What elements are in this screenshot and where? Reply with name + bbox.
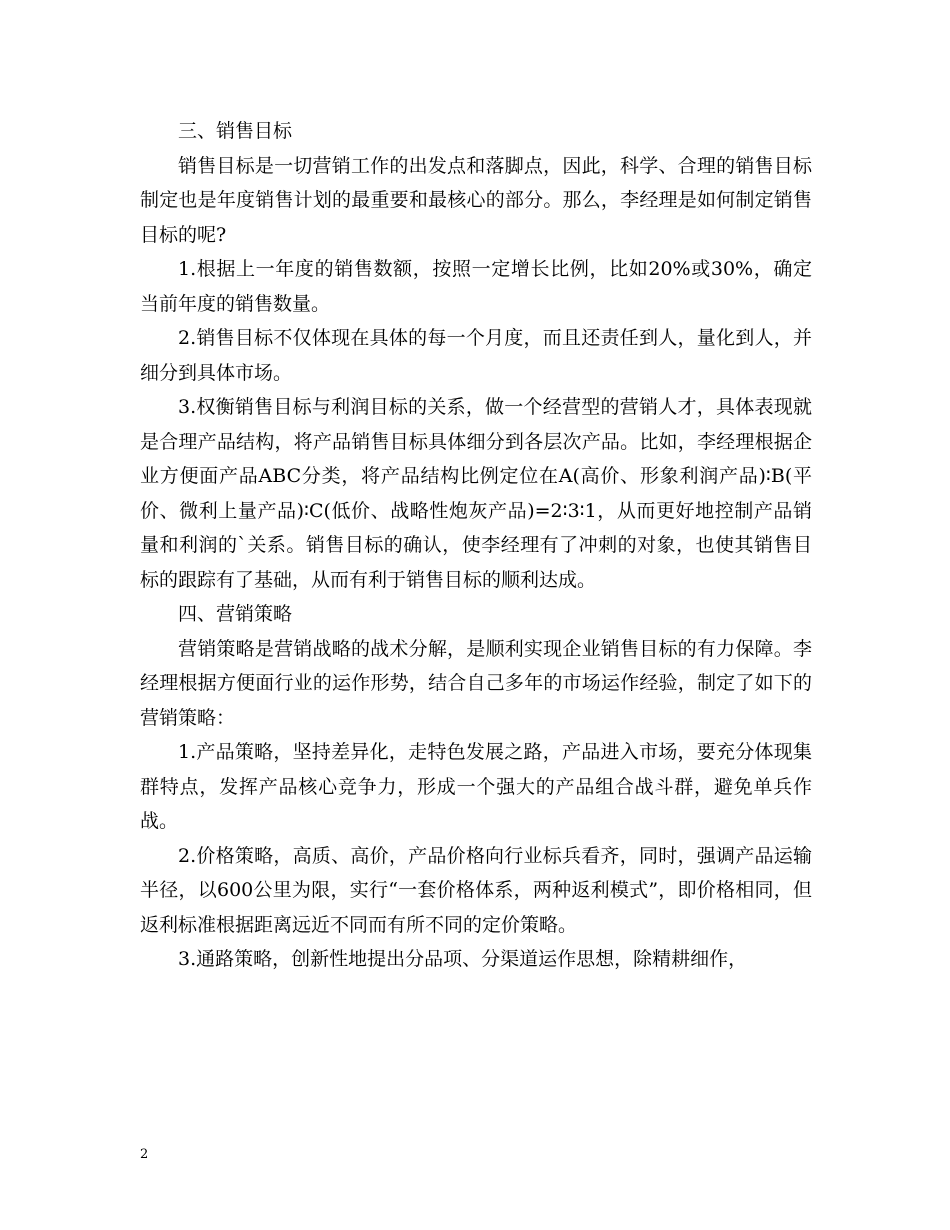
- paragraph-sales-target-intro: 销售目标是一切营销工作的出发点和落脚点，因此，科学、合理的销售目标制定也是年度销售计划的最重要和最核心的部分。那么，李经理是如何制定销售目标的呢?: [140, 154, 812, 246]
- page-number: 2: [140, 1147, 149, 1162]
- section-heading-marketing-strategy: 四、营销策略: [178, 603, 293, 625]
- paragraph-product-strategy: 1.产品策略，坚持差异化，走特色发展之路，产品进入市场，要充分体现集群特点，发挥产品核心竞争力，形成一个强大的产品组合战斗群，避免单兵作战。: [140, 741, 812, 832]
- paragraph-sales-target-item-1: 1.根据上一年度的销售数额，按照一定增长比例，比如20%或30%，确定当前年度的销售数量。: [140, 258, 812, 315]
- paragraph-sales-target-item-3: 3.权衡销售目标与利润目标的关系，做一个经营型的营销人才，具体表现就是合理产品结构，将产品销售目标具体细分到各层次产品。比如，李经理根据企业方便面产品ABC分类，将产品结构比例定位在A(高价、形象利润产品)∶B(平价、微利上量产品)∶C(低价、战略性炮灰产品)=2∶3∶1，从而更好地控制产品销量和利润的`关系。销售目标的确认，使李经理有了冲刺的对象，也使其销售目标的跟踪有了基础，从而有利于销售目标的顺利达成。: [140, 396, 812, 591]
- section-heading-sales-target: 三、销售目标: [178, 120, 293, 142]
- paragraph-marketing-strategy-intro: 营销策略是营销战略的战术分解，是顺利实现企业销售目标的有力保障。李经理根据方便面行业的运作形势，结合自己多年的市场运作经验，制定了如下的营销策略：: [140, 637, 812, 729]
- paragraph-sales-target-item-2: 2.销售目标不仅体现在具体的每一个月度，而且还责任到人，量化到人，并细分到具体市场。: [140, 327, 812, 384]
- paragraph-channel-strategy: 3.通路策略，创新性地提出分品项、分渠道运作思想，除精耕细作，: [178, 948, 748, 970]
- paragraph-price-strategy: 2.价格策略，高质、高价，产品价格向行业标兵看齐，同时，强调产品运输半径，以600公里为限，实行“一套价格体系，两种返利模式”，即价格相同，但返利标准根据距离远近不同而有所不同的定价策略。: [140, 844, 812, 936]
- document-body: [140, 114, 812, 977]
